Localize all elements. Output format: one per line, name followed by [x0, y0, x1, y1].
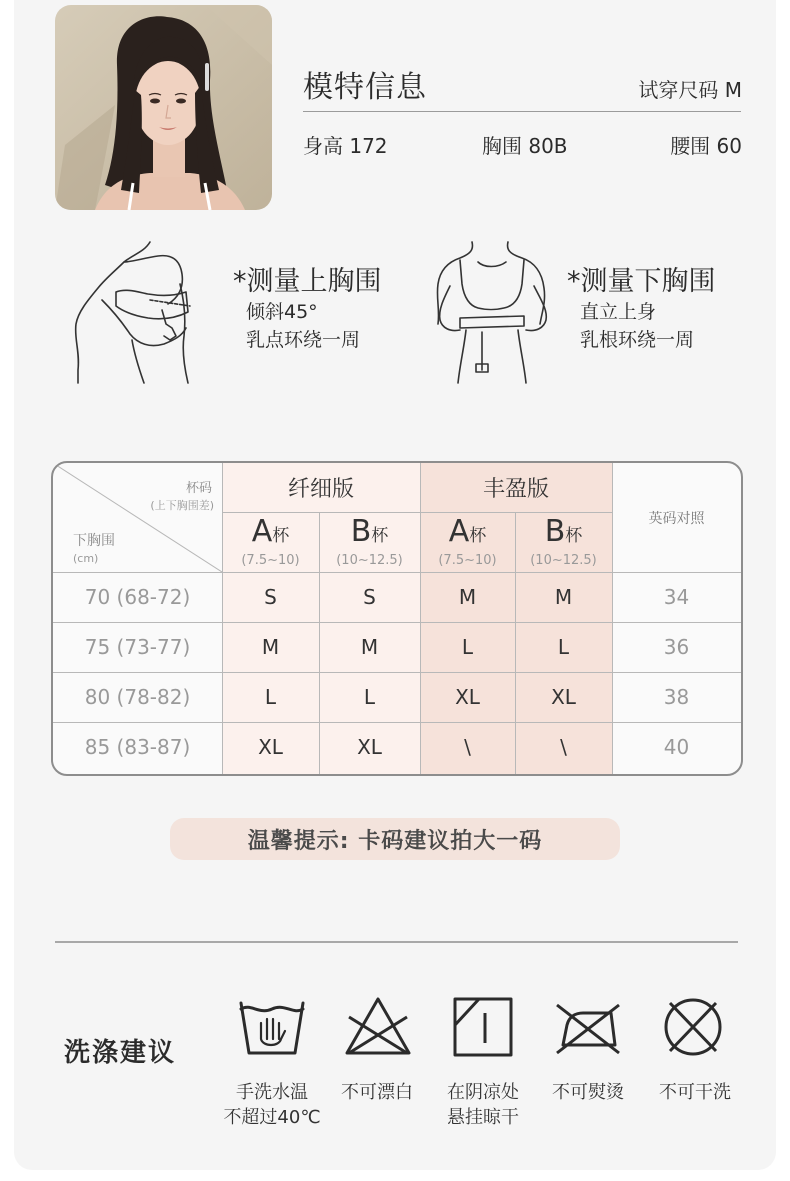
uk-size-cell [612, 722, 741, 772]
grid-line [53, 722, 741, 723]
cup-header-title [448, 513, 487, 551]
hand-wash-label-line2: 不超过40℃ [223, 1107, 321, 1128]
cup-letter: B [350, 513, 372, 549]
size-cell-text: XL [357, 735, 382, 759]
hand-wash-label [217, 1080, 327, 1130]
size-cell-text: L [461, 635, 474, 659]
cup-header-title [544, 513, 583, 551]
model-photo [55, 5, 272, 210]
band-size-text: 80 (78-82) [84, 685, 191, 709]
hand-wash-icon [237, 995, 307, 1059]
cup-word: 杯 [565, 525, 583, 546]
size-tip-banner: 温馨提示: 卡码建议拍大一码 [170, 818, 620, 860]
corner-cup-sublabel: (上下胸围差) [150, 499, 214, 512]
grid-line [222, 463, 223, 774]
band-size-cell [53, 722, 222, 772]
slim-group-label: 纤细版 [287, 477, 354, 502]
measure-lower-line1: 直立上身 [580, 301, 657, 323]
no-iron-label-line1: 不可熨烫 [552, 1082, 624, 1103]
corner-cup-label: 杯码 [185, 481, 212, 496]
cup-header [222, 512, 319, 572]
corner-band-sublabel: (cm) [73, 552, 99, 565]
uk-size-header-label: 英码对照 [648, 510, 705, 527]
no-bleach-label-line1: 不可漂白 [341, 1082, 413, 1103]
cup-word: 杯 [371, 525, 389, 546]
slim-group-header [222, 463, 420, 512]
band-size-cell [53, 572, 222, 622]
grid-line [53, 672, 741, 673]
measure-lower-line2: 乳根环绕一周 [580, 329, 695, 351]
grid-line [319, 512, 320, 774]
band-size-text: 85 (83-87) [84, 735, 191, 759]
grid-line [420, 463, 421, 774]
size-cell-text: S [264, 585, 277, 609]
cup-header [319, 512, 420, 572]
cup-range: (10~12.5) [336, 552, 403, 568]
no-dry-clean-label [640, 1080, 750, 1105]
size-cell-text: M [458, 585, 477, 609]
cup-header [420, 512, 515, 572]
size-cell-text: \ [560, 735, 567, 759]
uk-size-text: 40 [663, 735, 690, 759]
section-divider [55, 941, 738, 943]
full-group-header [420, 463, 612, 512]
size-cell [420, 672, 515, 722]
full-group-label: 丰盈版 [482, 477, 549, 502]
size-cell-text: L [264, 685, 277, 709]
model-info-title: 模特信息 [303, 70, 427, 105]
size-cell [319, 622, 420, 672]
uk-size-cell [612, 622, 741, 672]
size-cell [420, 572, 515, 622]
cup-range: (7.5~10) [438, 552, 497, 568]
table-corner-cell [53, 463, 222, 572]
no-dry-clean-icon [658, 995, 728, 1059]
band-size-cell [53, 672, 222, 722]
uk-size-header [612, 463, 741, 572]
uk-size-text: 36 [663, 635, 690, 659]
size-cell-text: L [363, 685, 376, 709]
size-cell-text: M [554, 585, 573, 609]
model-bust: 胸围 80B [482, 134, 568, 158]
upright-measure-figure-icon [430, 240, 555, 389]
measure-upper-title: *测量上胸围 [233, 266, 382, 297]
size-cell-text: S [363, 585, 376, 609]
cup-letter: A [448, 513, 470, 549]
model-info-divider [303, 111, 741, 112]
size-cell [515, 722, 612, 772]
grid-line [612, 463, 613, 774]
size-cell [420, 722, 515, 772]
cup-letter: A [251, 513, 273, 549]
size-cell [319, 572, 420, 622]
model-height: 身高 172 [303, 134, 388, 158]
cup-letter: B [544, 513, 566, 549]
size-cell-text: XL [258, 735, 283, 759]
cup-range: (7.5~10) [241, 552, 300, 568]
corner-band-label: 下胸围 [73, 533, 115, 549]
size-cell [515, 622, 612, 672]
size-cell [515, 572, 612, 622]
measure-upper-desc [246, 298, 360, 354]
size-cell-text: L [557, 635, 570, 659]
cup-header [515, 512, 612, 572]
measure-upper-line2: 乳点环绕一周 [246, 329, 361, 351]
hand-wash-label-line1: 手洗水温 [236, 1082, 308, 1103]
size-cell-text: M [360, 635, 379, 659]
size-cell-text: M [261, 635, 280, 659]
shade-dry-icon [449, 995, 519, 1059]
band-size-text: 70 (68-72) [84, 585, 191, 609]
size-cell [222, 622, 319, 672]
grid-line [515, 512, 516, 774]
size-cell [222, 572, 319, 622]
no-bleach-icon [343, 995, 413, 1059]
grid-line [222, 512, 612, 513]
uk-size-text: 38 [663, 685, 690, 709]
uk-size-cell [612, 672, 741, 722]
measure-lower-desc [580, 298, 694, 354]
shade-dry-label [428, 1080, 538, 1130]
size-cell [222, 722, 319, 772]
no-dry-clean-label-line1: 不可干洗 [659, 1082, 731, 1103]
size-cell-text: XL [455, 685, 480, 709]
no-bleach-label [322, 1080, 432, 1105]
uk-size-cell [612, 572, 741, 622]
lean-measure-figure-icon [72, 240, 202, 389]
cup-header-title [251, 513, 290, 551]
size-cell-text: \ [464, 735, 471, 759]
shade-dry-label-line2: 悬挂晾干 [447, 1107, 519, 1128]
size-cell [420, 622, 515, 672]
grid-line [53, 622, 741, 623]
model-waist: 腰围 60 [670, 134, 742, 158]
measure-upper-line1: 倾斜45° [246, 301, 318, 323]
size-cell [515, 672, 612, 722]
band-size-cell [53, 622, 222, 672]
size-cell [319, 722, 420, 772]
trial-size: 试穿尺码 M [638, 78, 742, 102]
no-iron-label [533, 1080, 643, 1105]
grid-line [53, 572, 741, 573]
size-cell [222, 672, 319, 722]
size-table [51, 461, 743, 776]
no-iron-icon [553, 995, 623, 1059]
size-cell-text: XL [551, 685, 576, 709]
size-cell [319, 672, 420, 722]
wash-title: 洗涤建议 [64, 1038, 177, 1068]
cup-word: 杯 [272, 525, 290, 546]
band-size-text: 75 (73-77) [84, 635, 191, 659]
uk-size-text: 34 [663, 585, 690, 609]
measure-lower-title: *测量下胸围 [567, 266, 716, 297]
cup-header-title [350, 513, 389, 551]
cup-word: 杯 [469, 525, 487, 546]
shade-dry-label-line1: 在阴凉处 [447, 1082, 519, 1103]
cup-range: (10~12.5) [530, 552, 597, 568]
